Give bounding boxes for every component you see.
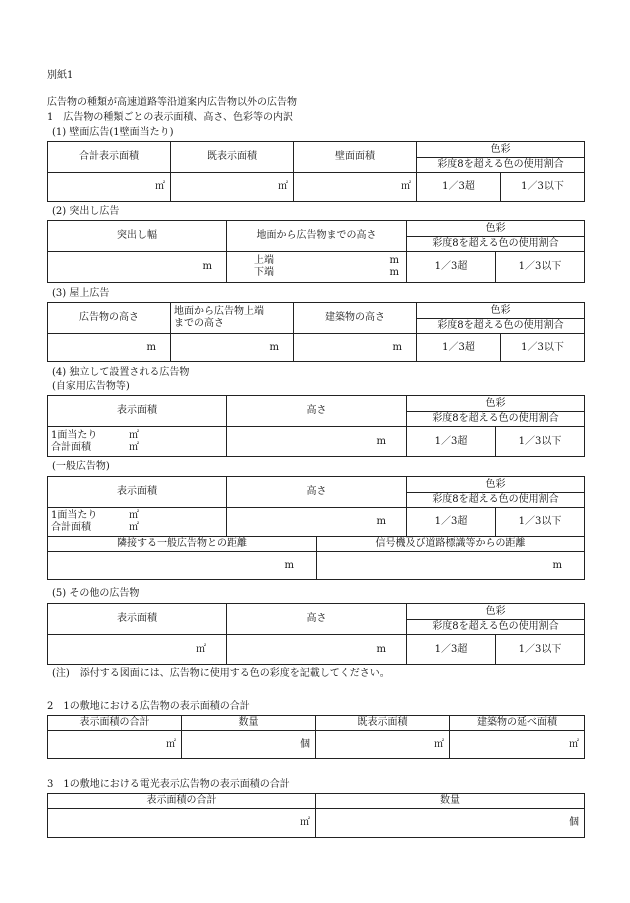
col-ground-to-top-line2: までの高さ: [174, 318, 224, 329]
site-total-table: [47, 715, 585, 759]
unit-m2: ㎡: [129, 522, 139, 533]
col-color: 色彩: [417, 142, 585, 158]
col-ad-height: 広告物の高さ: [48, 303, 171, 334]
unit-m2[interactable]: ㎡: [48, 635, 227, 665]
col-height: 高さ: [227, 604, 407, 635]
col-height: 高さ: [227, 396, 407, 427]
label-per-face: 1面当たり: [51, 429, 98, 441]
col-saturation-ratio: 彩度8を超える色の使用割合: [407, 412, 585, 427]
col-floor-area: 建築物の延べ面積: [450, 716, 585, 731]
area-cell[interactable]: [48, 508, 227, 537]
section-3-heading: 3 1の敷地における電光表示広告物の表示面積の合計: [47, 779, 290, 790]
section-1-heading: 1 広告物の種類ごとの表示面積、高さ、色彩等の内訳: [47, 112, 293, 123]
col-existing-area: 既表示面積: [171, 142, 294, 173]
unit-m[interactable]: m: [227, 635, 407, 665]
area-cell[interactable]: [48, 427, 227, 457]
label-total-area: 合計面積: [51, 441, 91, 453]
col-display-area-sum: 表示面積の合計: [48, 794, 316, 809]
option-under-third[interactable]: 1／3以下: [496, 427, 585, 457]
unit-m: m: [389, 255, 399, 266]
col-height: 高さ: [227, 477, 407, 508]
wall-ad-title: (1) 壁面広告(1壁面当たり): [52, 127, 174, 138]
label-top: 上端: [254, 255, 274, 266]
col-saturation-ratio: 彩度8を超える色の使用割合: [417, 158, 585, 173]
general-ad-subtitle: (一般広告物): [52, 461, 110, 472]
option-under-third[interactable]: 1／3以下: [501, 334, 585, 362]
private-ad-subtitle: (自家用広告物等): [52, 381, 130, 392]
unit-m2[interactable]: ㎡: [316, 731, 450, 759]
wall-ad-table: [47, 141, 585, 202]
note: (注) 添付する図面には、広告物に使用する色の彩度を記載してください。: [52, 668, 390, 679]
col-total-display-area: 合計表示面積: [48, 142, 171, 173]
col-ground-to-top-line1: 地面から広告物上端: [174, 306, 264, 317]
option-over-third[interactable]: 1／3超: [407, 427, 496, 457]
col-signal-distance: 信号機及び道路標識等からの距離: [317, 537, 585, 552]
label-per-face: 1面当たり: [51, 510, 98, 521]
col-wall-area: 壁面面積: [294, 142, 417, 173]
option-under-third[interactable]: 1／3以下: [496, 252, 585, 283]
private-ad-table: [47, 395, 585, 457]
col-existing-area: 既表示面積: [316, 716, 450, 731]
col-count: 数量: [182, 716, 316, 731]
unit-m[interactable]: m: [227, 427, 407, 457]
document-label: 別紙1: [47, 70, 74, 81]
option-over-third[interactable]: 1／3超: [407, 508, 496, 537]
unit-m2[interactable]: ㎡: [450, 731, 585, 759]
col-display-area: 表示面積: [48, 477, 227, 508]
col-saturation-ratio: 彩度8を超える色の使用割合: [407, 620, 585, 635]
top-bottom-cell[interactable]: [227, 252, 407, 283]
label-total-area: 合計面積: [51, 522, 91, 533]
option-over-third[interactable]: 1／3超: [407, 252, 496, 283]
unit-m2[interactable]: ㎡: [171, 173, 294, 202]
unit-m: m: [389, 267, 399, 278]
col-color: 色彩: [407, 477, 585, 493]
unit-m2[interactable]: ㎡: [48, 809, 316, 838]
option-under-third[interactable]: 1／3以下: [496, 508, 585, 537]
section-title: 広告物の種類が高速道路等沿道案内広告物以外の広告物: [47, 97, 297, 108]
unit-m[interactable]: m: [227, 508, 407, 537]
unit-ko[interactable]: 個: [182, 731, 316, 759]
unit-m[interactable]: m: [48, 552, 317, 580]
unit-m[interactable]: m: [48, 252, 227, 283]
unit-m2[interactable]: ㎡: [294, 173, 417, 202]
col-saturation-ratio: 彩度8を超える色の使用割合: [407, 493, 585, 508]
label-bottom: 下端: [254, 267, 274, 278]
section-2-heading: 2 1の敷地における広告物の表示面積の合計: [47, 701, 250, 712]
col-saturation-ratio: 彩度8を超える色の使用割合: [417, 319, 585, 334]
unit-m2[interactable]: ㎡: [48, 173, 171, 202]
rooftop-ad-title: (3) 屋上広告: [52, 288, 110, 299]
option-over-third[interactable]: 1／3超: [407, 635, 496, 665]
option-under-third[interactable]: 1／3以下: [496, 635, 585, 665]
unit-m[interactable]: m: [294, 334, 417, 362]
unit-m[interactable]: m: [317, 552, 585, 580]
col-color: 色彩: [407, 604, 585, 620]
col-display-area: 表示面積: [48, 396, 227, 427]
col-projection-width: 突出し幅: [48, 221, 227, 252]
option-over-third[interactable]: 1／3超: [417, 173, 501, 202]
unit-m[interactable]: m: [171, 334, 294, 362]
projecting-ad-title: (2) 突出し広告: [52, 206, 120, 217]
rooftop-ad-table: [47, 302, 585, 362]
electric-ad-table: [47, 793, 585, 838]
unit-ko[interactable]: 個: [316, 809, 585, 838]
unit-m2[interactable]: ㎡: [48, 731, 182, 759]
other-ad-title: (5) その他の広告物: [52, 588, 140, 599]
freestanding-ad-title: (4) 独立して設置される広告物: [52, 367, 190, 378]
col-color: 色彩: [417, 303, 585, 319]
option-under-third[interactable]: 1／3以下: [501, 173, 585, 202]
col-saturation-ratio: 彩度8を超える色の使用割合: [407, 237, 585, 252]
unit-m2: ㎡: [129, 441, 139, 453]
other-ad-table: [47, 603, 585, 665]
option-over-third[interactable]: 1／3超: [417, 334, 501, 362]
projecting-ad-table: [47, 220, 585, 283]
unit-m2: ㎡: [129, 510, 139, 521]
col-display-area: 表示面積: [48, 604, 227, 635]
col-color: 色彩: [407, 396, 585, 412]
col-ground-to-top: [171, 303, 294, 334]
general-ad-table: [47, 476, 585, 580]
unit-m2: ㎡: [129, 429, 139, 441]
col-display-area-sum: 表示面積の合計: [48, 716, 182, 731]
col-building-height: 建築物の高さ: [294, 303, 417, 334]
col-neighbor-distance: 隣接する一般広告物との距離: [48, 537, 317, 552]
col-height-from-ground: 地面から広告物までの高さ: [227, 221, 407, 252]
unit-m[interactable]: m: [48, 334, 171, 362]
col-count: 数量: [316, 794, 585, 809]
col-color: 色彩: [407, 221, 585, 237]
